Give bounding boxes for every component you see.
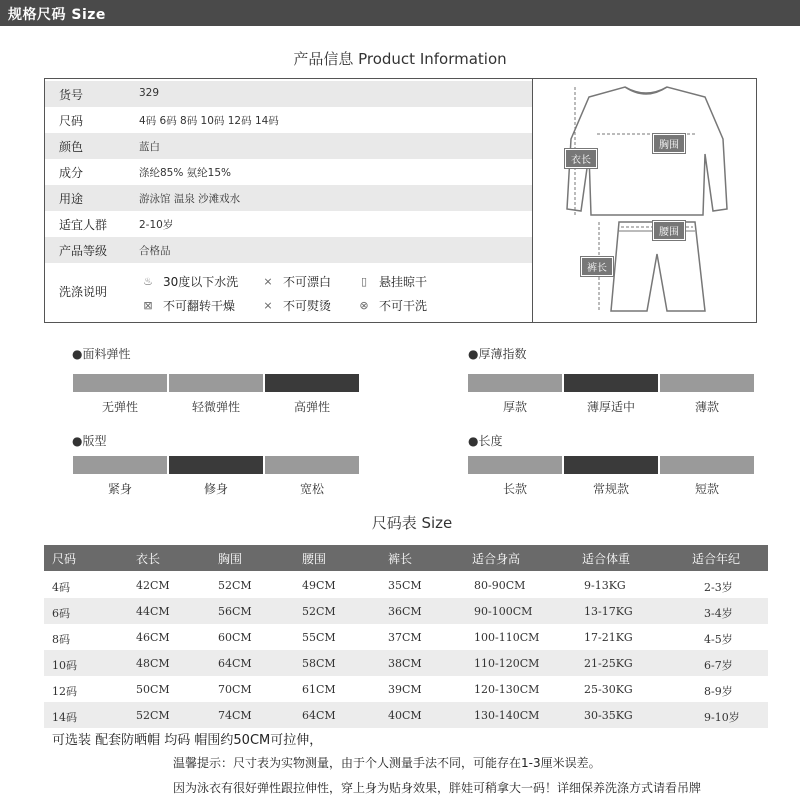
col-header: 衣长 <box>136 552 161 566</box>
table-row <box>44 624 768 650</box>
col-header: 适合身高 <box>472 552 521 566</box>
scale-segment <box>169 374 263 392</box>
table-cell: 2-3岁 <box>704 581 733 594</box>
col-header: 适合体重 <box>582 552 631 566</box>
scale-label: 高弹性 <box>293 400 330 414</box>
table-cell: 8码 <box>52 633 70 646</box>
table-cell: 21-25KG <box>584 657 633 670</box>
table-cell: 48CM <box>136 657 170 670</box>
table-row <box>44 650 768 676</box>
scale-label: 常规款 <box>592 482 629 496</box>
table-cell: 37CM <box>388 631 422 644</box>
table-cell: 39CM <box>388 683 422 696</box>
table-cell: 52CM <box>136 709 170 722</box>
length-scale-title: ●长度 <box>468 434 503 448</box>
table-cell: 6-7岁 <box>704 659 733 672</box>
table-cell: 8-9岁 <box>704 685 733 698</box>
table-cell: 70CM <box>218 683 252 696</box>
table-cell: 25-30KG <box>584 683 633 696</box>
scale-segment-selected <box>169 456 263 474</box>
wash-text: 30度以下水洗 <box>163 275 239 289</box>
info-label: 成分 <box>59 166 84 180</box>
no-tumble-dry-icon: ⊠ <box>143 298 153 312</box>
info-label: 尺码 <box>59 114 84 128</box>
waist-tag: 腰围 <box>653 221 685 240</box>
table-cell: 130-140CM <box>474 709 540 722</box>
info-value: 2-10岁 <box>139 219 174 231</box>
product-info-box <box>44 78 757 323</box>
info-label: 适宜人群 <box>59 218 108 232</box>
info-row-item-no <box>45 81 532 107</box>
table-cell: 4-5岁 <box>704 633 733 646</box>
info-row-color <box>45 133 532 159</box>
wash-30-icon: ♨ <box>143 274 153 288</box>
wash-item <box>141 273 238 290</box>
table-cell: 17-21KG <box>584 631 633 644</box>
info-row-size <box>45 107 532 133</box>
header-bar <box>0 0 800 26</box>
no-bleach-icon: ⨯ <box>263 274 273 288</box>
advice-note: 因为泳衣有很好弹性跟拉伸性，穿上身为贴身效果，胖娃可稍拿大一码！详细保养洗涤方式请看吊牌 <box>173 781 702 795</box>
info-label: 用途 <box>59 192 84 206</box>
table-cell: 42CM <box>136 579 170 592</box>
table-row <box>44 572 768 598</box>
col-header: 胸围 <box>218 552 243 566</box>
info-row-usage <box>45 185 532 211</box>
table-cell: 52CM <box>218 579 252 592</box>
scale-label: 无弹性 <box>101 400 138 414</box>
wash-text: 不可干洗 <box>379 299 428 313</box>
length-scale <box>468 456 754 474</box>
scale-segment <box>73 374 167 392</box>
info-row-material <box>45 159 532 185</box>
table-cell: 64CM <box>218 657 252 670</box>
scale-segment <box>660 456 754 474</box>
scale-label: 修身 <box>203 482 228 496</box>
elasticity-scale <box>73 374 359 392</box>
no-iron-icon: ⨯ <box>263 298 273 312</box>
table-cell: 9-10岁 <box>704 711 740 724</box>
wash-item <box>357 297 427 314</box>
table-cell: 9-13KG <box>584 579 626 592</box>
pant-length-tag: 裤长 <box>581 257 613 276</box>
table-row <box>44 676 768 702</box>
info-label: 产品等级 <box>59 244 108 258</box>
garment-figure <box>535 79 757 322</box>
garment-illustration <box>535 79 757 322</box>
size-table-title: 尺码表 Size <box>371 514 453 532</box>
table-cell: 110-120CM <box>474 657 540 670</box>
info-value: 4码 6码 8码 10码 12码 14码 <box>139 115 279 127</box>
wash-text: 不可漂白 <box>283 275 332 289</box>
table-cell: 50CM <box>136 683 170 696</box>
table-cell: 3-4岁 <box>704 607 733 620</box>
length-tag: 衣长 <box>565 149 597 168</box>
tip-note: 温馨提示：尺寸表为实物测量，由于个人测量手法不同，可能存在1-3厘米误差。 <box>173 756 601 770</box>
table-cell: 14码 <box>52 711 77 724</box>
scale-label: 短款 <box>694 482 719 496</box>
table-cell: 44CM <box>136 605 170 618</box>
col-header: 适合年纪 <box>692 552 741 566</box>
wash-item <box>261 273 331 290</box>
scale-segment <box>468 456 562 474</box>
table-cell: 36CM <box>388 605 422 618</box>
wash-text: 不可翻转干燥 <box>163 299 236 313</box>
table-cell: 30-35KG <box>584 709 633 722</box>
col-header: 尺码 <box>52 552 77 566</box>
no-dry-clean-icon: ⊗ <box>359 298 369 312</box>
scale-label: 薄厚适中 <box>586 400 635 414</box>
scale-label: 轻微弹性 <box>191 400 240 414</box>
scale-label: 宽松 <box>299 482 324 496</box>
thickness-title: ●厚薄指数 <box>468 347 527 361</box>
info-value: 涤纶85% 氨纶15% <box>139 167 232 179</box>
accessory-note: 可选装 配套防晒帽 均码 帽围约50CM可拉伸， <box>52 733 323 748</box>
info-value: 游泳馆 温泉 沙滩戏水 <box>139 193 241 205</box>
table-row <box>44 702 768 728</box>
table-cell: 100-110CM <box>474 631 540 644</box>
wash-text: 悬挂晾干 <box>379 275 428 289</box>
table-cell: 46CM <box>136 631 170 644</box>
table-cell: 58CM <box>302 657 336 670</box>
wash-item <box>357 273 427 290</box>
header-title: 规格尺码 Size <box>8 7 106 23</box>
scale-segment-selected <box>265 374 359 392</box>
table-cell: 38CM <box>388 657 422 670</box>
table-cell: 35CM <box>388 579 422 592</box>
table-cell: 74CM <box>218 709 252 722</box>
table-cell: 49CM <box>302 579 336 592</box>
table-cell: 60CM <box>218 631 252 644</box>
scale-label: 紧身 <box>107 482 132 496</box>
info-value: 蓝白 <box>139 141 160 153</box>
scale-label: 厚款 <box>502 400 527 414</box>
info-row-age <box>45 211 532 237</box>
table-cell: 120-130CM <box>474 683 540 696</box>
wash-item <box>261 297 331 314</box>
info-value: 合格品 <box>139 245 171 257</box>
scale-segment <box>265 456 359 474</box>
scale-segment <box>73 456 167 474</box>
table-cell: 90-100CM <box>474 605 533 618</box>
table-cell: 61CM <box>302 683 336 696</box>
info-label: 颜色 <box>59 140 84 154</box>
scale-label: 长款 <box>502 482 527 496</box>
scale-segment <box>468 374 562 392</box>
table-cell: 40CM <box>388 709 422 722</box>
size-table-header <box>44 545 768 571</box>
hang-dry-icon: ▯ <box>360 274 368 288</box>
info-label: 货号 <box>59 88 84 102</box>
info-row-grade <box>45 237 532 263</box>
col-header: 裤长 <box>388 552 413 566</box>
fit-title: ●版型 <box>72 434 107 448</box>
table-cell: 12码 <box>52 685 77 698</box>
wash-item <box>141 297 235 314</box>
chest-tag: 胸围 <box>653 134 685 153</box>
elasticity-title: ●面料弹性 <box>72 347 131 361</box>
thickness-scale <box>468 374 754 392</box>
table-row <box>44 598 768 624</box>
table-cell: 52CM <box>302 605 336 618</box>
table-cell: 64CM <box>302 709 336 722</box>
table-cell: 4码 <box>52 581 70 594</box>
col-header: 腰围 <box>302 552 327 566</box>
scale-segment <box>660 374 754 392</box>
scale-segment-selected <box>564 456 658 474</box>
product-info-title: 产品信息 Product Information <box>293 50 507 68</box>
table-cell: 55CM <box>302 631 336 644</box>
product-info-table <box>45 79 533 322</box>
table-cell: 10码 <box>52 659 77 672</box>
info-value: 329 <box>139 87 160 99</box>
scale-label: 薄款 <box>694 400 719 414</box>
wash-label: 洗涤说明 <box>59 285 108 299</box>
table-cell: 56CM <box>218 605 252 618</box>
table-cell: 80-90CM <box>474 579 526 592</box>
table-cell: 13-17KG <box>584 605 633 618</box>
scale-segment-selected <box>564 374 658 392</box>
table-cell: 6码 <box>52 607 70 620</box>
fit-scale <box>73 456 359 474</box>
wash-text: 不可熨烫 <box>283 299 332 313</box>
